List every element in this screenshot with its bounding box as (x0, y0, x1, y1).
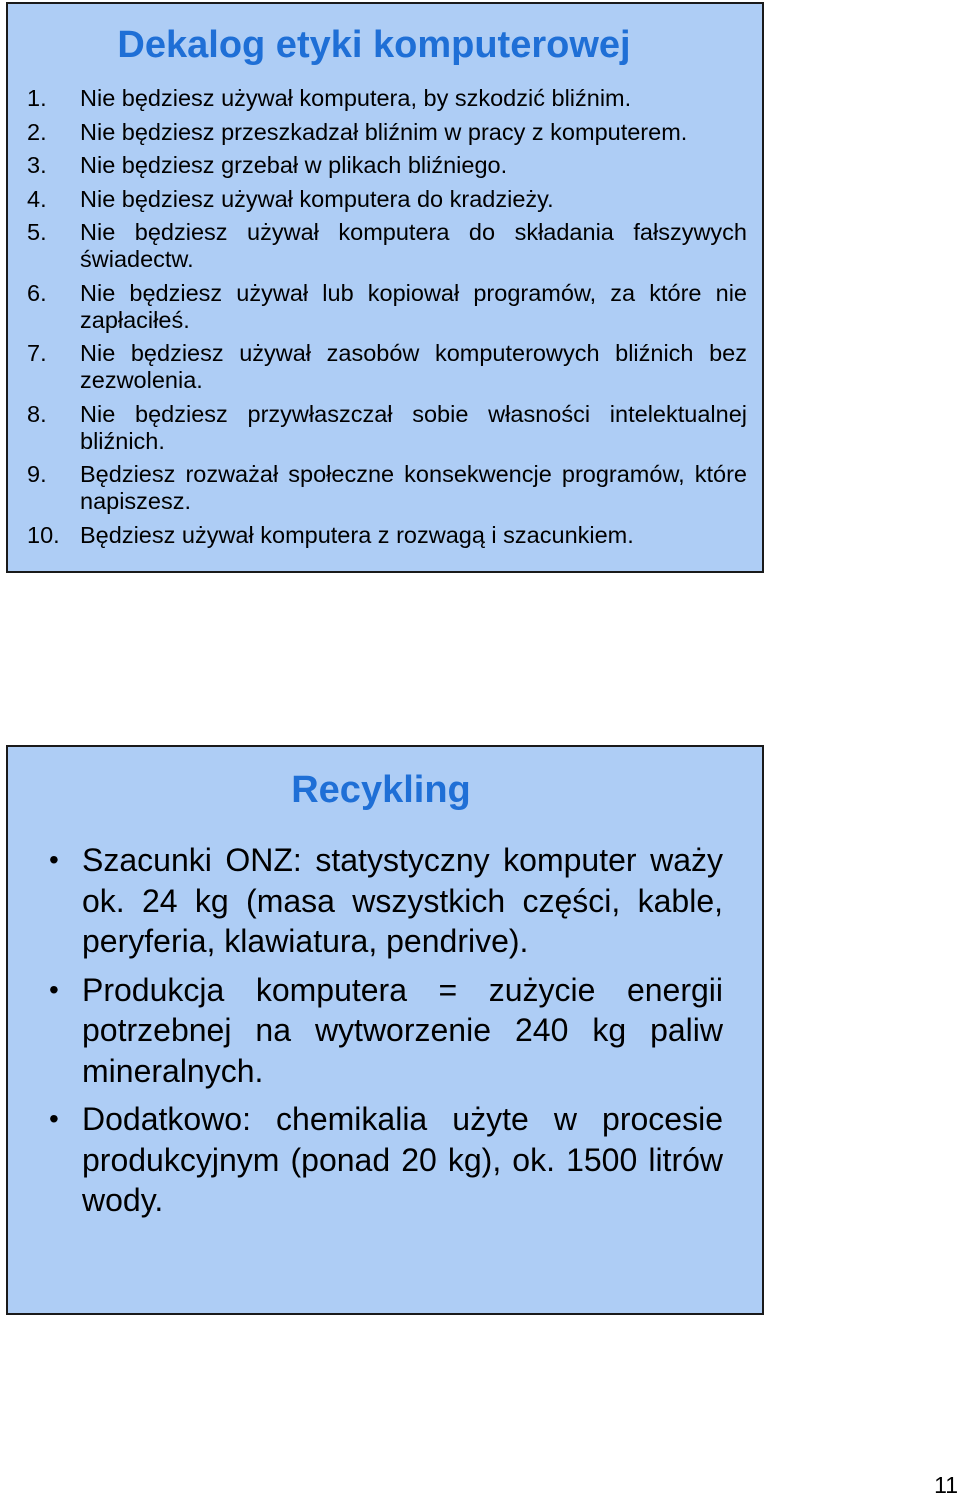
list-text: Szacunki ONZ: statystyczny komputer waży ok. 24 kg (masa wszystkich części, kable, peryferia, klawiatura, pendrive). (82, 842, 723, 959)
list-text: Produkcja komputera = zużycie energii potrzebnej na wytworzenie 240 kg paliw mineralnych. (82, 971, 723, 1089)
list-text: Nie będziesz używał lub kopiował programów, za które nie zapłaciłeś. (80, 279, 747, 333)
list-item (8, 119, 747, 146)
list-item (8, 1099, 723, 1221)
list-number: 8. (27, 400, 47, 427)
list-text: Nie będziesz używał komputera, by szkodzić bliźnim. (80, 85, 632, 111)
list-text: Nie będziesz używał komputera do składania fałszywych świadectw. (80, 219, 747, 272)
bullet-icon: • (49, 844, 59, 875)
list-item (8, 340, 747, 394)
list-item (8, 970, 723, 1092)
list-number: 10. (27, 521, 60, 548)
list-text: Będziesz używał komputera z rozwagą i szacunkiem. (80, 521, 634, 548)
slide-computer-ethics (6, 2, 764, 573)
list-item (8, 152, 747, 179)
bullet-icon: • (49, 973, 59, 1005)
list-item (8, 401, 747, 455)
bullet-icon: • (49, 1103, 59, 1134)
rules-list (8, 85, 747, 555)
list-number: 5. (27, 219, 47, 245)
list-number: 9. (27, 461, 47, 487)
list-item (8, 280, 747, 334)
list-number: 4. (27, 185, 47, 212)
bullet-list (8, 840, 723, 1229)
list-number: 2. (27, 118, 47, 145)
list-text: Nie będziesz używał komputera do kradzieży. (80, 185, 554, 212)
slide-recycling (6, 745, 764, 1315)
list-item (8, 840, 723, 962)
page-number: 11 (934, 1472, 958, 1498)
list-text: Będziesz rozważał społeczne konsekwencje programów, które napiszesz. (80, 461, 747, 514)
slide-title: Dekalog etyki komputerowej (117, 24, 631, 66)
list-number: 6. (27, 279, 47, 306)
list-text: Nie będziesz używał zasobów komputerowych bliźnich bez zezwolenia. (80, 340, 747, 393)
list-text: Nie będziesz przeszkadzał bliźnim w pracy z komputerem. (80, 118, 688, 145)
list-item (8, 186, 747, 213)
list-number: 7. (27, 340, 47, 366)
list-item (8, 461, 747, 515)
slide-title: Recykling (291, 769, 471, 811)
list-text: Nie będziesz grzebał w plikach bliźniego. (80, 152, 508, 178)
list-number: 1. (27, 85, 47, 111)
list-text: Nie będziesz przywłaszczał sobie własności intelektualnej bliźnich. (80, 400, 747, 454)
list-item (8, 522, 747, 549)
list-item (8, 85, 747, 112)
list-number: 3. (27, 152, 47, 178)
list-text: Dodatkowo: chemikalia użyte w procesie produkcyjnym (ponad 20 kg), ok. 1500 litrów wody. (82, 1101, 723, 1218)
list-item (8, 219, 747, 273)
